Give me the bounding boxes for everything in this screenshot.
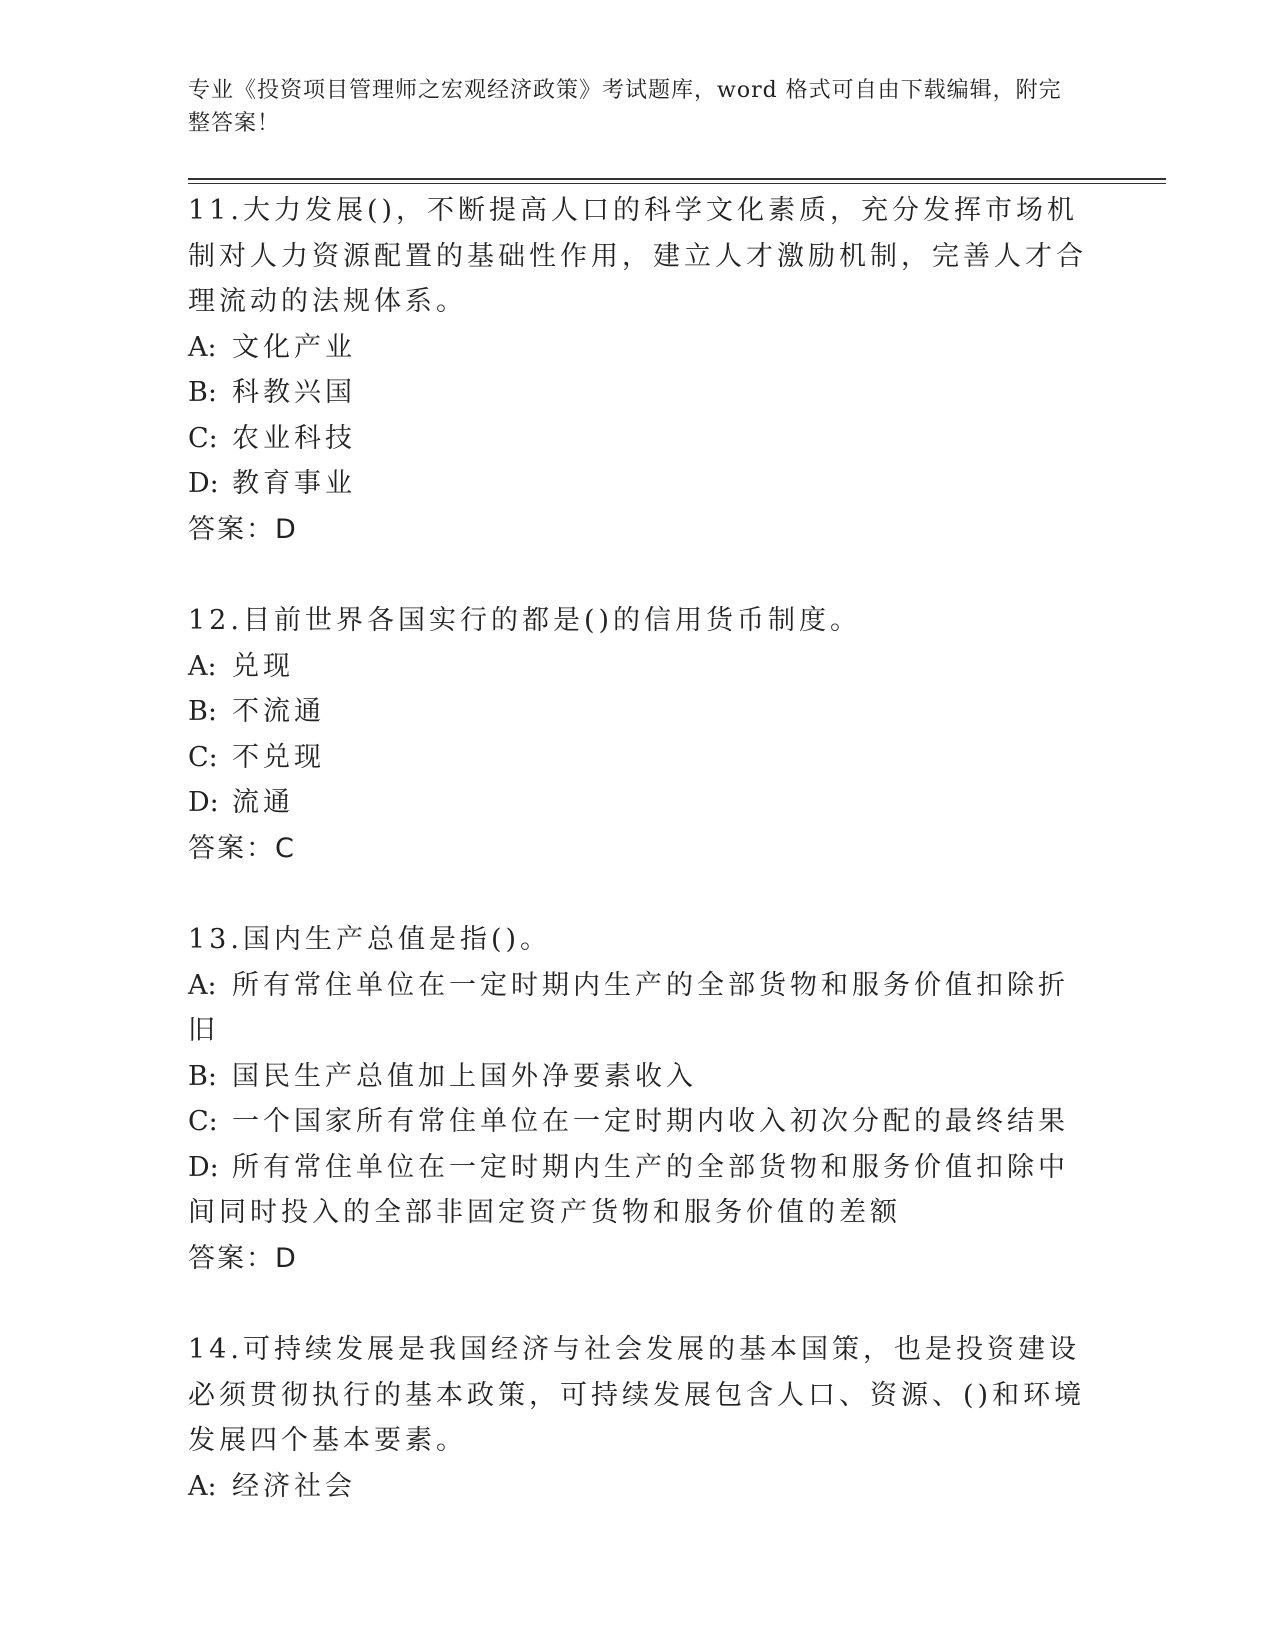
question-12	[188, 598, 1088, 871]
question-stem: 14.可持续发展是我国经济与社会发展的基本国策，也是投资建设必须贯彻执行的基本政策，可持续发展包含人口、资源、()和环境发展四个基本要素。	[188, 1334, 1086, 1456]
option-letter: A:	[188, 331, 217, 363]
question-14	[188, 1327, 1088, 1509]
answer-line: 答案：D	[188, 513, 298, 545]
option-d	[188, 1145, 1088, 1236]
option-text: 所有常住单位在一定时期内生产的全部货物和服务价值扣除折旧	[188, 969, 1069, 1046]
option-c	[188, 1099, 1088, 1145]
option-b	[188, 370, 1088, 416]
answer-line: 答案：D	[188, 1242, 298, 1274]
header-divider-thin	[188, 183, 1166, 184]
answer-line: 答案：C	[188, 832, 296, 864]
question-stem: 11.大力发展()，不断提高人口的科学文化素质，充分发挥市场机制对人力资源配置的基础性作用，建立人才激励机制，完善人才合理流动的法规体系。	[188, 195, 1087, 317]
option-a	[188, 644, 1088, 690]
question-11	[188, 188, 1088, 552]
option-c	[188, 416, 1088, 462]
option-letter: C:	[188, 422, 218, 454]
option-a	[188, 963, 1088, 1054]
option-a	[188, 1464, 1088, 1510]
option-letter: D:	[188, 468, 219, 499]
option-letter: B:	[188, 696, 217, 727]
option-b	[188, 689, 1088, 735]
option-c	[188, 735, 1088, 781]
option-d	[188, 461, 1088, 507]
question-list	[188, 188, 1088, 1555]
option-text: 农业科技	[232, 422, 356, 454]
header-divider-thick	[188, 178, 1166, 180]
option-text: 科教兴国	[232, 377, 356, 408]
option-letter: C:	[188, 1106, 218, 1137]
option-text: 教育事业	[232, 468, 356, 499]
option-text: 兑现	[232, 650, 294, 682]
option-letter: C:	[188, 741, 218, 773]
question-stem: 13.国内生产总值是指()。	[188, 924, 552, 955]
option-text: 文化产业	[232, 331, 356, 363]
option-text: 不兑现	[232, 741, 325, 773]
option-text: 不流通	[232, 696, 325, 727]
option-letter: A:	[188, 969, 217, 1001]
question-stem: 12.目前世界各国实行的都是()的信用货币制度。	[188, 605, 862, 636]
option-letter: D:	[188, 1151, 219, 1183]
document-header: 专业《投资项目管理师之宏观经济政策》考试题库，word 格式可自由下载编辑，附完整答案！	[188, 78, 1062, 136]
option-text: 所有常住单位在一定时期内生产的全部货物和服务价值扣除中间同时投入的全部非固定资产货物和服务价值的差额	[188, 1151, 1069, 1228]
option-letter: A:	[188, 1470, 217, 1502]
option-text: 一个国家所有常住单位在一定时期内收入初次分配的最终结果	[232, 1106, 1069, 1137]
option-letter: B:	[188, 377, 217, 408]
option-letter: B:	[188, 1060, 217, 1092]
option-letter: A:	[188, 650, 217, 682]
option-d	[188, 780, 1088, 826]
option-text: 国民生产总值加上国外净要素收入	[232, 1060, 697, 1092]
option-b	[188, 1054, 1088, 1100]
question-13	[188, 917, 1088, 1281]
option-text: 经济社会	[232, 1470, 356, 1502]
option-letter: D:	[188, 787, 219, 818]
option-a	[188, 325, 1088, 371]
option-text: 流通	[232, 787, 294, 818]
